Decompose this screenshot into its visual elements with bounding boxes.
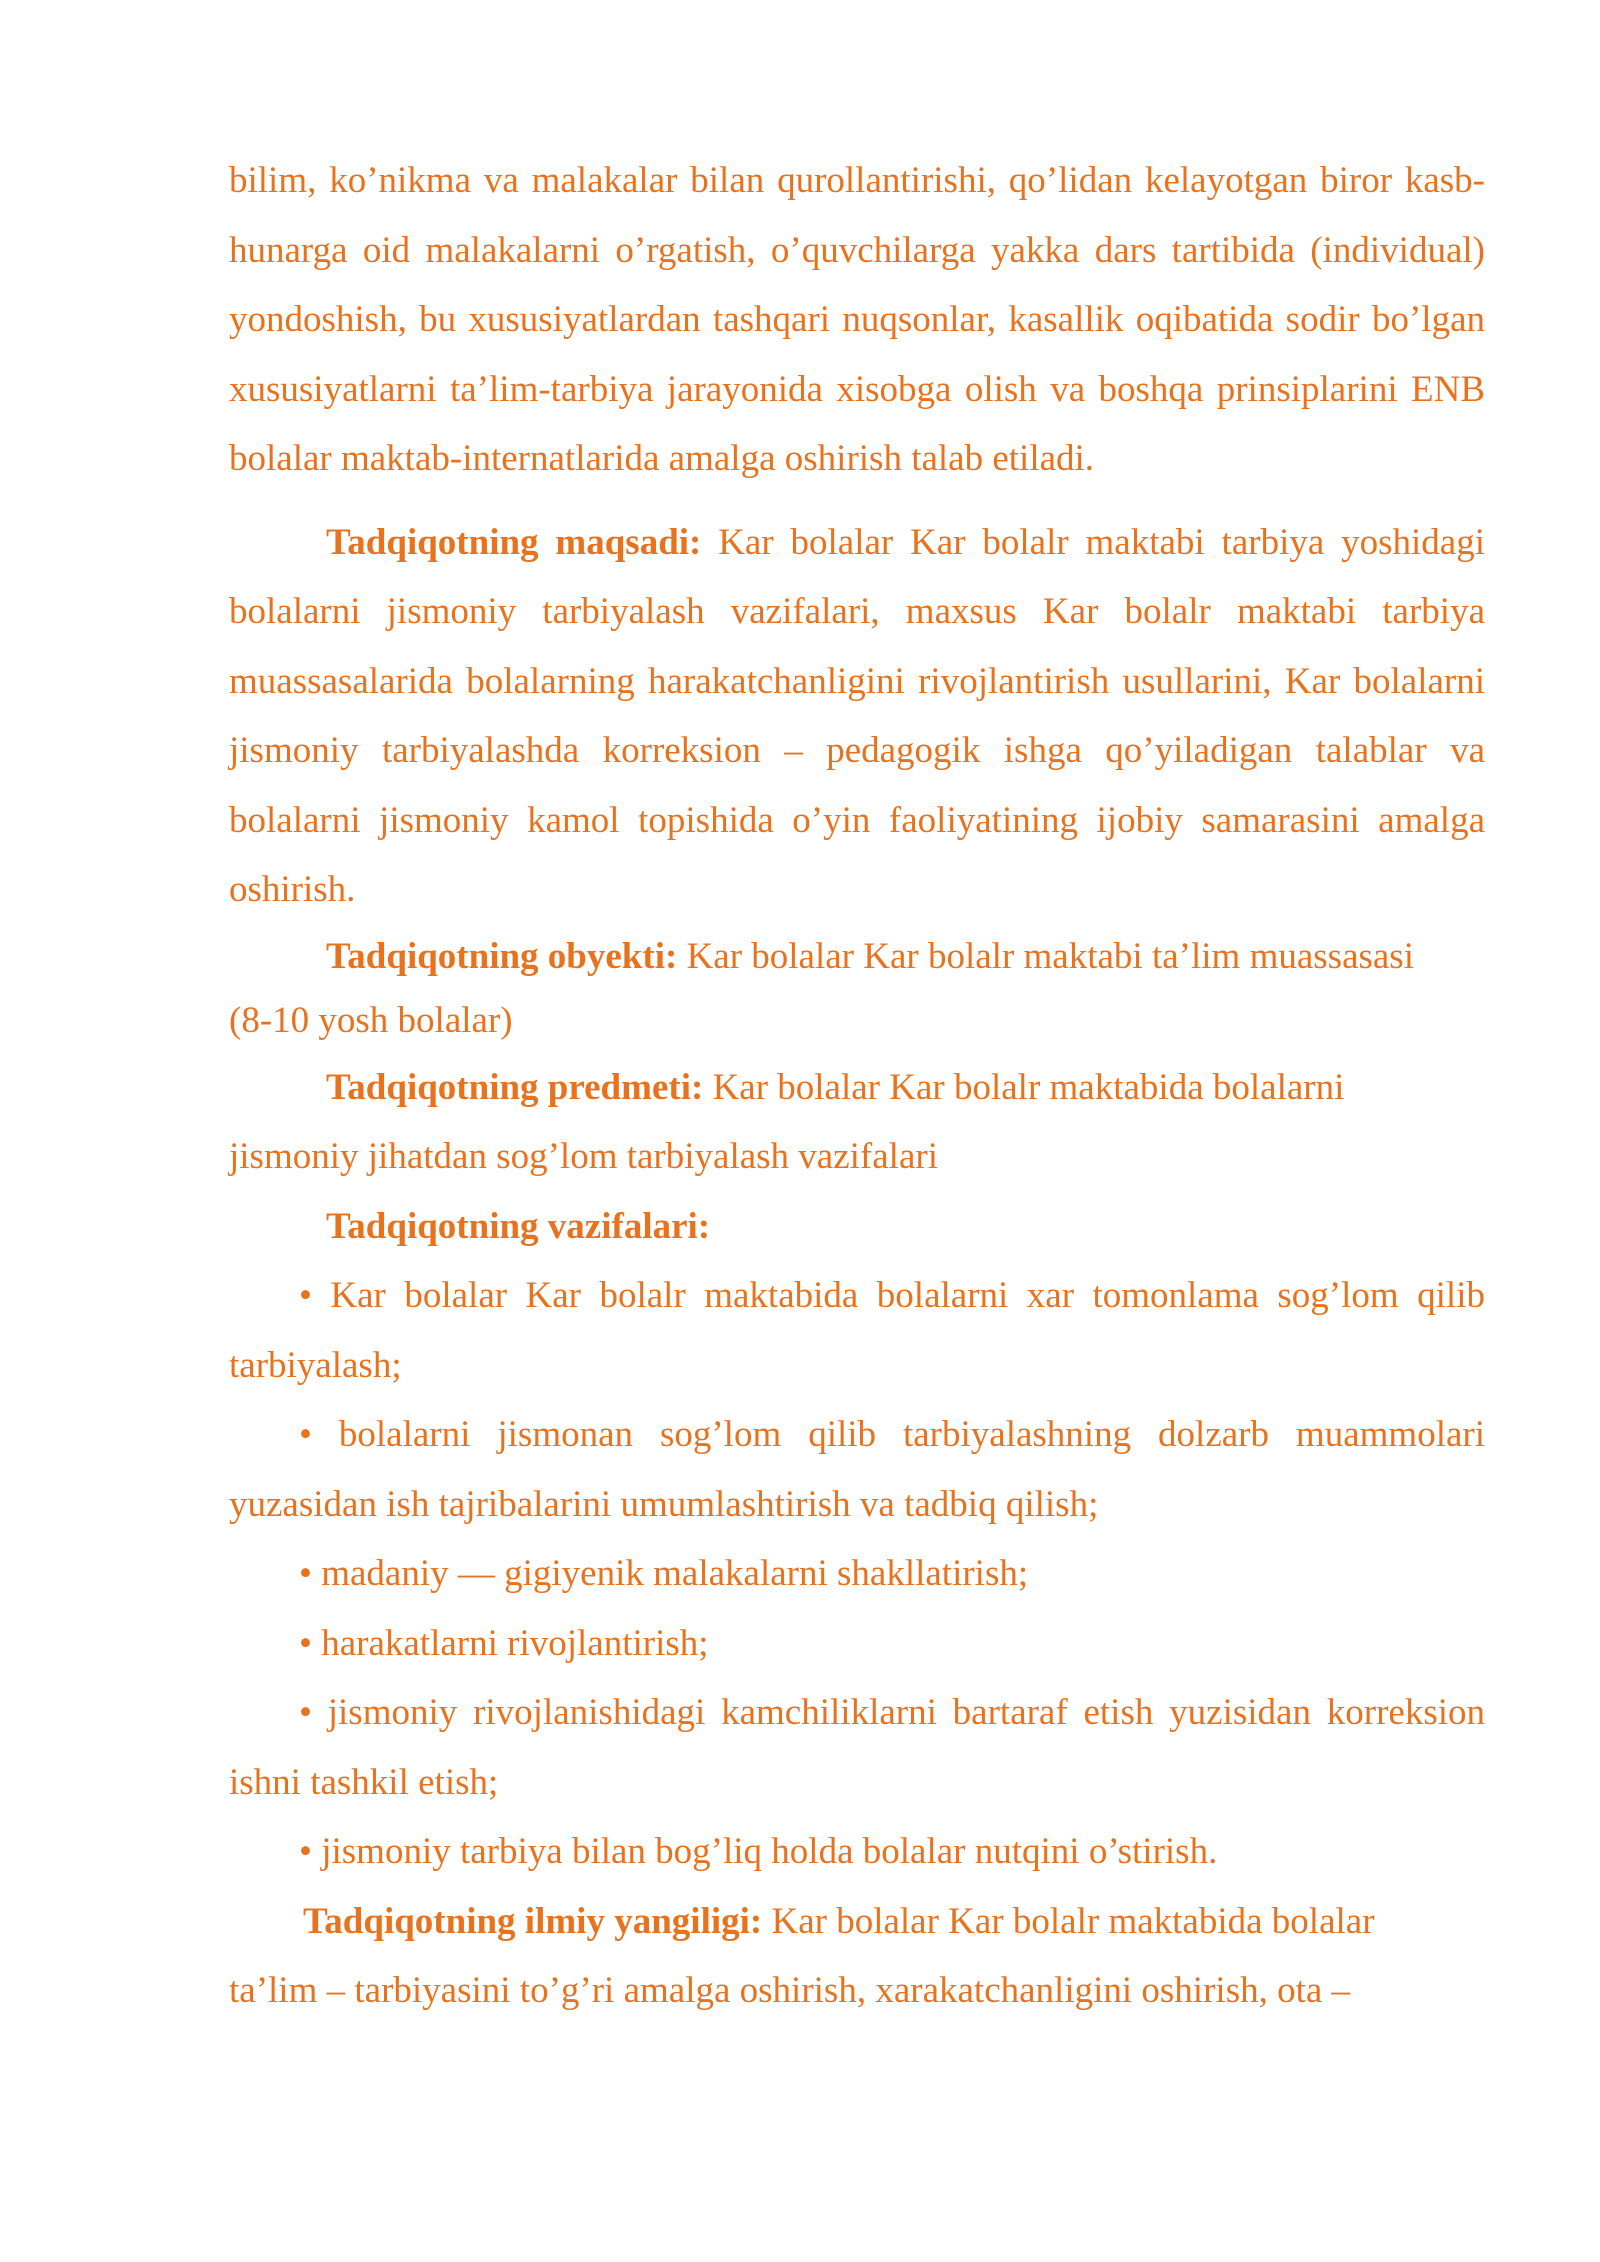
research-novelty-continuation: ta’lim – tarbiyasini to’g’ri amalga oshirish, xarakatchanligini oshirish, ota –: [229, 1970, 1351, 2011]
task-bullet-1: • Kar bolalar Kar bolalr maktabida bolalarni xar tomonlama sog’lom qilib tarbiyalash;: [229, 1275, 1485, 1386]
research-goal-paragraph: [229, 508, 1485, 925]
research-subject-text: Kar bolalar Kar bolalr maktabida bolalarni: [703, 1066, 1345, 1108]
research-tasks-heading: [229, 1192, 1485, 1262]
research-object-paragraph: [229, 925, 1485, 989]
task-bullet-3: • madaniy — gigiyenik malakalarni shakllatirish;: [299, 1553, 1029, 1594]
research-novelty-text: Kar bolalar Kar bolalr maktabida bolalar: [762, 1900, 1375, 1942]
research-object-label: Tadqiqotning obyekti:: [326, 935, 678, 977]
task-bullet-4: • harakatlarni rivojlantirish;: [299, 1622, 709, 1664]
task-bullet-6: • jismoniy tarbiya bilan bog’liq holda bolalar nutqini o’stirish.: [299, 1831, 1218, 1872]
research-tasks-label: Tadqiqotning vazifalari:: [326, 1205, 711, 1247]
research-subject-label: Tadqiqotning predmeti:: [326, 1066, 704, 1108]
research-subject-continuation: jismoniy jihatdan sog’lom tarbiyalash vazifalari: [229, 1136, 938, 1177]
task-bullet-5: • jismoniy rivojlanishidagi kamchiliklarni bartaraf etish yuzisidan korreksion ishni tashkil etish;: [229, 1692, 1485, 1803]
research-goal-label: Tadqiqotning maqsadi:: [326, 521, 702, 563]
task-bullet-2: • bolalarni jismonan sog’lom qilib tarbiyalashning dolzarb muammolari yuzasidan ish tajribalarini umumlashtirish va tadbiq qilish;: [229, 1414, 1485, 1525]
intro-paragraph: bilim, ko’nikma va malakalar bilan qurollantirishi, qo’lidan kelayotgan biror kasb-hunarga oid malakalarni o’rgatish, o’quvchilarga yakka dars tartibida (individual) yondoshish, bu xususiyatlardan tashqari nuqsonlar, kasallik oqibatida sodir bo’lgan xususiyatlarni ta’lim-tarbiya jarayonida xisobga olish va boshqa prinsiplarini ENB bolalar maktab-internatlarida amalga oshirish talab etiladi.: [229, 160, 1485, 479]
research-goal-text: Kar bolalar Kar bolalr maktabi tarbiya yoshidagi bolalarni jismoniy tarbiyalash vazifalari, maxsus Kar bolalr maktabi tarbiya muassasalarida bolalarning harakatchanligini rivojlantirish usullarini, Kar bolalarni jismoniy tarbiyalashda korreksion – pedagogik ishga qo’yiladigan talablar va bolalarni jismoniy kamol topishida o’yin faoliyatining ijobiy samarasini amalga oshirish.: [229, 521, 1486, 910]
research-subject-paragraph: [229, 1053, 1485, 1123]
research-novelty-label: Tadqiqotning ilmiy yangiligi:: [303, 1900, 763, 1942]
research-object-continuation: (8-10 yosh bolalar): [229, 999, 513, 1041]
research-object-text: Kar bolalar Kar bolalr maktabi ta’lim muassasasi: [677, 935, 1414, 977]
document-body: [229, 146, 1485, 2026]
research-novelty-paragraph: [229, 1887, 1485, 1957]
